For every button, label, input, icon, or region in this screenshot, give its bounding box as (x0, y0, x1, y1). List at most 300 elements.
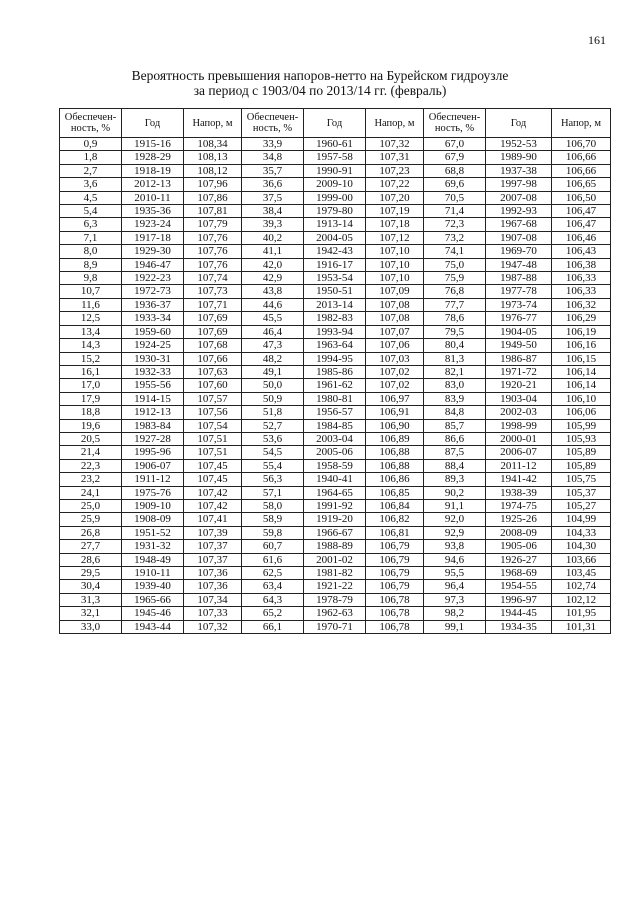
table-cell: 76,8 (424, 285, 486, 298)
table-cell: 1947-48 (486, 258, 552, 271)
table-cell: 1913-14 (304, 218, 366, 231)
table-cell: 89,3 (424, 473, 486, 486)
table-cell: 1950-51 (304, 285, 366, 298)
table-cell: 1963-64 (304, 339, 366, 352)
table-cell: 107,07 (366, 325, 424, 338)
col-header: Напор, м (552, 109, 611, 138)
table-cell: 108,13 (184, 151, 242, 164)
table-cell: 95,5 (424, 567, 486, 580)
table-cell: 1983-84 (122, 419, 184, 432)
table-cell: 107,86 (184, 191, 242, 204)
table-cell: 106,19 (552, 325, 611, 338)
table-cell: 8,0 (60, 245, 122, 258)
table-cell: 88,4 (424, 459, 486, 472)
table-cell: 1907-08 (486, 231, 552, 244)
col-header: Обеспечен-ность, % (242, 109, 304, 138)
table-cell: 107,76 (184, 258, 242, 271)
table-row (60, 540, 611, 553)
table-cell: 1904-05 (486, 325, 552, 338)
table-cell: 107,76 (184, 245, 242, 258)
table-cell: 1988-89 (304, 540, 366, 553)
table-cell: 1930-31 (122, 352, 184, 365)
table-cell: 1,8 (60, 151, 122, 164)
table-row (60, 620, 611, 633)
table-cell: 106,33 (552, 272, 611, 285)
table-cell: 1929-30 (122, 245, 184, 258)
table-cell: 41,1 (242, 245, 304, 258)
table-cell: 1987-88 (486, 272, 552, 285)
table-cell: 1951-52 (122, 526, 184, 539)
table-cell: 1911-12 (122, 473, 184, 486)
table-cell: 69,6 (424, 178, 486, 191)
table-row (60, 205, 611, 218)
table-cell: 107,36 (184, 580, 242, 593)
table-row (60, 245, 611, 258)
table-cell: 107,42 (184, 486, 242, 499)
table-cell: 107,36 (184, 567, 242, 580)
table-cell: 1944-45 (486, 607, 552, 620)
table-cell: 106,50 (552, 191, 611, 204)
table-cell: 10,7 (60, 285, 122, 298)
title-line-2: за период с 1903/04 по 2013/14 гг. (февраль) (193, 83, 447, 98)
table-cell: 107,12 (366, 231, 424, 244)
table-cell: 29,5 (60, 567, 122, 580)
table-cell: 1958-59 (304, 459, 366, 472)
table-cell: 2,7 (60, 164, 122, 177)
table-cell: 107,32 (366, 138, 424, 151)
table-cell: 1925-26 (486, 513, 552, 526)
table-cell: 107,02 (366, 365, 424, 378)
table-cell: 1969-70 (486, 245, 552, 258)
table-cell: 107,18 (366, 218, 424, 231)
table-cell: 1966-67 (304, 526, 366, 539)
table-cell: 1955-56 (122, 379, 184, 392)
col-header: Год (304, 109, 366, 138)
table-cell: 107,37 (184, 540, 242, 553)
table-cell: 107,37 (184, 553, 242, 566)
table-cell: 102,12 (552, 593, 611, 606)
table-row (60, 365, 611, 378)
table-cell: 1960-61 (304, 138, 366, 151)
table-cell: 1923-24 (122, 218, 184, 231)
table-cell: 22,3 (60, 459, 122, 472)
table-cell: 2002-03 (486, 406, 552, 419)
table-cell: 26,8 (60, 526, 122, 539)
table-cell: 93,8 (424, 540, 486, 553)
table-cell: 106,47 (552, 205, 611, 218)
table-cell: 1953-54 (304, 272, 366, 285)
table-cell: 1989-90 (486, 151, 552, 164)
table-cell: 80,4 (424, 339, 486, 352)
table-cell: 107,03 (366, 352, 424, 365)
table-cell: 33,9 (242, 138, 304, 151)
table-cell: 51,8 (242, 406, 304, 419)
table-cell: 1903-04 (486, 392, 552, 405)
table-cell: 48,2 (242, 352, 304, 365)
table-cell: 28,6 (60, 553, 122, 566)
table-cell: 107,68 (184, 339, 242, 352)
table-row (60, 352, 611, 365)
table-cell: 30,4 (60, 580, 122, 593)
table-cell: 104,33 (552, 526, 611, 539)
table-cell: 106,90 (366, 419, 424, 432)
table-cell: 2008-09 (486, 526, 552, 539)
table-row (60, 285, 611, 298)
table-cell: 75,9 (424, 272, 486, 285)
table-cell: 103,66 (552, 553, 611, 566)
table-row (60, 379, 611, 392)
table-cell: 49,1 (242, 365, 304, 378)
table-cell: 106,16 (552, 339, 611, 352)
table-cell: 33,0 (60, 620, 122, 633)
table-cell: 78,6 (424, 312, 486, 325)
table-cell: 107,57 (184, 392, 242, 405)
table-cell: 106,79 (366, 553, 424, 566)
table-cell: 56,3 (242, 473, 304, 486)
table-row (60, 526, 611, 539)
table-cell: 1932-33 (122, 365, 184, 378)
table-cell: 24,1 (60, 486, 122, 499)
table-cell: 7,1 (60, 231, 122, 244)
table-cell: 67,9 (424, 151, 486, 164)
table-cell: 107,79 (184, 218, 242, 231)
table-cell: 1928-29 (122, 151, 184, 164)
table-cell: 107,69 (184, 312, 242, 325)
table-cell: 1975-76 (122, 486, 184, 499)
table-cell: 107,23 (366, 164, 424, 177)
table-cell: 64,3 (242, 593, 304, 606)
table-cell: 106,88 (366, 459, 424, 472)
table-cell: 107,08 (366, 312, 424, 325)
table-cell: 98,2 (424, 607, 486, 620)
table-cell: 2003-04 (304, 432, 366, 445)
table-cell: 1994-95 (304, 352, 366, 365)
table-cell: 107,08 (366, 298, 424, 311)
table-cell: 107,51 (184, 432, 242, 445)
table-cell: 58,0 (242, 499, 304, 512)
col-header: Напор, м (184, 109, 242, 138)
table-cell: 106,79 (366, 567, 424, 580)
table-cell: 106,66 (552, 151, 611, 164)
table-row (60, 272, 611, 285)
table-cell: 101,31 (552, 620, 611, 633)
table-cell: 1918-19 (122, 164, 184, 177)
table-cell: 90,2 (424, 486, 486, 499)
table-cell: 105,75 (552, 473, 611, 486)
table-cell: 105,99 (552, 419, 611, 432)
table-cell: 27,7 (60, 540, 122, 553)
table-cell: 107,41 (184, 513, 242, 526)
table-cell: 1906-07 (122, 459, 184, 472)
table-cell: 107,09 (366, 285, 424, 298)
table-cell: 50,9 (242, 392, 304, 405)
table-cell: 1931-32 (122, 540, 184, 553)
table-cell: 17,0 (60, 379, 122, 392)
table-cell: 23,2 (60, 473, 122, 486)
table-cell: 1984-85 (304, 419, 366, 432)
table-row (60, 191, 611, 204)
table-row (60, 312, 611, 325)
table-cell: 47,3 (242, 339, 304, 352)
table-cell: 106,33 (552, 285, 611, 298)
table-cell: 66,1 (242, 620, 304, 633)
table-cell: 1941-42 (486, 473, 552, 486)
table-cell: 2011-12 (486, 459, 552, 472)
table-cell: 106,85 (366, 486, 424, 499)
table-cell: 1991-92 (304, 499, 366, 512)
table-cell: 82,1 (424, 365, 486, 378)
table-cell: 86,6 (424, 432, 486, 445)
table-cell: 1939-40 (122, 580, 184, 593)
table-cell: 1986-87 (486, 352, 552, 365)
table-row (60, 298, 611, 311)
table-cell: 1922-23 (122, 272, 184, 285)
table-cell: 11,6 (60, 298, 122, 311)
table-cell: 46,4 (242, 325, 304, 338)
table-cell: 19,6 (60, 419, 122, 432)
table-cell: 43,8 (242, 285, 304, 298)
table-cell: 57,1 (242, 486, 304, 499)
table-cell: 1943-44 (122, 620, 184, 633)
table-cell: 106,65 (552, 178, 611, 191)
table-cell: 1982-83 (304, 312, 366, 325)
table-cell: 73,2 (424, 231, 486, 244)
table-cell: 2005-06 (304, 446, 366, 459)
table-cell: 106,70 (552, 138, 611, 151)
table-cell: 1964-65 (304, 486, 366, 499)
table-row (60, 473, 611, 486)
table-cell: 45,5 (242, 312, 304, 325)
table-cell: 1980-81 (304, 392, 366, 405)
table-cell: 107,34 (184, 593, 242, 606)
table-cell: 1990-91 (304, 164, 366, 177)
table-cell: 96,4 (424, 580, 486, 593)
table-cell: 1914-15 (122, 392, 184, 405)
table-cell: 107,74 (184, 272, 242, 285)
table-cell: 1912-13 (122, 406, 184, 419)
table-cell: 107,39 (184, 526, 242, 539)
table-cell: 1936-37 (122, 298, 184, 311)
table-row (60, 486, 611, 499)
table-cell: 92,0 (424, 513, 486, 526)
table-cell: 1993-94 (304, 325, 366, 338)
table-cell: 1959-60 (122, 325, 184, 338)
table-cell: 15,2 (60, 352, 122, 365)
table-cell: 63,4 (242, 580, 304, 593)
table-cell: 77,7 (424, 298, 486, 311)
table-cell: 1954-55 (486, 580, 552, 593)
table-cell: 3,6 (60, 178, 122, 191)
table-cell: 1967-68 (486, 218, 552, 231)
table-cell: 106,79 (366, 540, 424, 553)
table-cell: 106,38 (552, 258, 611, 271)
table-cell: 108,34 (184, 138, 242, 151)
table-cell: 87,5 (424, 446, 486, 459)
table-cell: 1992-93 (486, 205, 552, 218)
table-cell: 34,8 (242, 151, 304, 164)
table-row (60, 325, 611, 338)
table-cell: 68,8 (424, 164, 486, 177)
table-cell: 107,66 (184, 352, 242, 365)
table-cell: 1961-62 (304, 379, 366, 392)
table-cell: 62,5 (242, 567, 304, 580)
table-cell: 54,5 (242, 446, 304, 459)
table-cell: 107,60 (184, 379, 242, 392)
table-cell: 107,71 (184, 298, 242, 311)
table-cell: 107,31 (366, 151, 424, 164)
table-cell: 1935-36 (122, 205, 184, 218)
table-cell: 2009-10 (304, 178, 366, 191)
table-cell: 1916-17 (304, 258, 366, 271)
table-cell: 1962-63 (304, 607, 366, 620)
table-cell: 1905-06 (486, 540, 552, 553)
table-cell: 106,84 (366, 499, 424, 512)
table-cell: 1945-46 (122, 607, 184, 620)
table-cell: 52,7 (242, 419, 304, 432)
table-cell: 81,3 (424, 352, 486, 365)
table-row (60, 151, 611, 164)
table-cell: 75,0 (424, 258, 486, 271)
table-cell: 1979-80 (304, 205, 366, 218)
table-cell: 70,5 (424, 191, 486, 204)
table-row (60, 258, 611, 271)
table-cell: 36,6 (242, 178, 304, 191)
table-cell: 104,30 (552, 540, 611, 553)
table-cell: 31,3 (60, 593, 122, 606)
table-row (60, 499, 611, 512)
table-cell: 6,3 (60, 218, 122, 231)
table-cell: 107,45 (184, 459, 242, 472)
table-cell: 20,5 (60, 432, 122, 445)
table-cell: 1978-79 (304, 593, 366, 606)
table-cell: 1940-41 (304, 473, 366, 486)
table-cell: 79,5 (424, 325, 486, 338)
table-cell: 107,73 (184, 285, 242, 298)
table-cell: 1915-16 (122, 138, 184, 151)
table-cell: 106,32 (552, 298, 611, 311)
table-row (60, 513, 611, 526)
table-cell: 97,3 (424, 593, 486, 606)
table-cell: 1973-74 (486, 298, 552, 311)
table-cell: 1976-77 (486, 312, 552, 325)
table-cell: 107,63 (184, 365, 242, 378)
table-row (60, 593, 611, 606)
table-cell: 83,9 (424, 392, 486, 405)
table-cell: 1952-53 (486, 138, 552, 151)
col-header: Год (486, 109, 552, 138)
table-cell: 44,6 (242, 298, 304, 311)
table-cell: 106,14 (552, 365, 611, 378)
table-cell: 17,9 (60, 392, 122, 405)
table-cell: 106,06 (552, 406, 611, 419)
table-cell: 1938-39 (486, 486, 552, 499)
table-cell: 18,8 (60, 406, 122, 419)
table-cell: 106,66 (552, 164, 611, 177)
table-cell: 1926-27 (486, 553, 552, 566)
table-row (60, 392, 611, 405)
table-cell: 107,06 (366, 339, 424, 352)
table-cell: 107,22 (366, 178, 424, 191)
table-cell: 67,0 (424, 138, 486, 151)
table-row (60, 178, 611, 191)
table-cell: 106,14 (552, 379, 611, 392)
table-cell: 106,47 (552, 218, 611, 231)
table-cell: 106,88 (366, 446, 424, 459)
table-cell: 92,9 (424, 526, 486, 539)
table-cell: 107,32 (184, 620, 242, 633)
table-cell: 106,82 (366, 513, 424, 526)
table-cell: 106,15 (552, 352, 611, 365)
table-cell: 1919-20 (304, 513, 366, 526)
table-cell: 107,76 (184, 231, 242, 244)
table-cell: 106,78 (366, 607, 424, 620)
table-cell: 37,5 (242, 191, 304, 204)
table-cell: 105,89 (552, 459, 611, 472)
table-cell: 101,95 (552, 607, 611, 620)
table-cell: 1995-96 (122, 446, 184, 459)
table-cell: 107,56 (184, 406, 242, 419)
table-cell: 1920-21 (486, 379, 552, 392)
table-cell: 107,20 (366, 191, 424, 204)
table-cell: 106,78 (366, 593, 424, 606)
table-cell: 106,29 (552, 312, 611, 325)
table-cell: 32,1 (60, 607, 122, 620)
table-cell: 107,10 (366, 272, 424, 285)
table-cell: 9,8 (60, 272, 122, 285)
table-cell: 91,1 (424, 499, 486, 512)
table-cell: 102,74 (552, 580, 611, 593)
table-cell: 55,4 (242, 459, 304, 472)
col-header: Напор, м (366, 109, 424, 138)
table-cell: 105,27 (552, 499, 611, 512)
table-cell: 1977-78 (486, 285, 552, 298)
table-cell: 107,10 (366, 245, 424, 258)
table-cell: 84,8 (424, 406, 486, 419)
table-cell: 13,4 (60, 325, 122, 338)
table-cell: 2000-01 (486, 432, 552, 445)
table-cell: 106,91 (366, 406, 424, 419)
table-cell: 106,81 (366, 526, 424, 539)
table-cell: 42,0 (242, 258, 304, 271)
table-cell: 0,9 (60, 138, 122, 151)
table-cell: 65,2 (242, 607, 304, 620)
table-cell: 1956-57 (304, 406, 366, 419)
table-cell: 2010-11 (122, 191, 184, 204)
table-cell: 59,8 (242, 526, 304, 539)
table-cell: 106,46 (552, 231, 611, 244)
table-row (60, 339, 611, 352)
table-cell: 105,93 (552, 432, 611, 445)
table-cell: 2006-07 (486, 446, 552, 459)
table-cell: 106,89 (366, 432, 424, 445)
table-cell: 1974-75 (486, 499, 552, 512)
table-cell: 1971-72 (486, 365, 552, 378)
table-cell: 61,6 (242, 553, 304, 566)
table-cell: 1985-86 (304, 365, 366, 378)
page-number: 161 (588, 33, 606, 47)
table-cell: 4,5 (60, 191, 122, 204)
table-cell: 105,89 (552, 446, 611, 459)
table-cell: 1910-11 (122, 567, 184, 580)
table-cell: 1921-22 (304, 580, 366, 593)
table-cell: 103,45 (552, 567, 611, 580)
table-cell: 107,51 (184, 446, 242, 459)
table-cell: 1998-99 (486, 419, 552, 432)
table-cell: 40,2 (242, 231, 304, 244)
table-row (60, 580, 611, 593)
table-cell: 1970-71 (304, 620, 366, 633)
table-cell: 83,0 (424, 379, 486, 392)
